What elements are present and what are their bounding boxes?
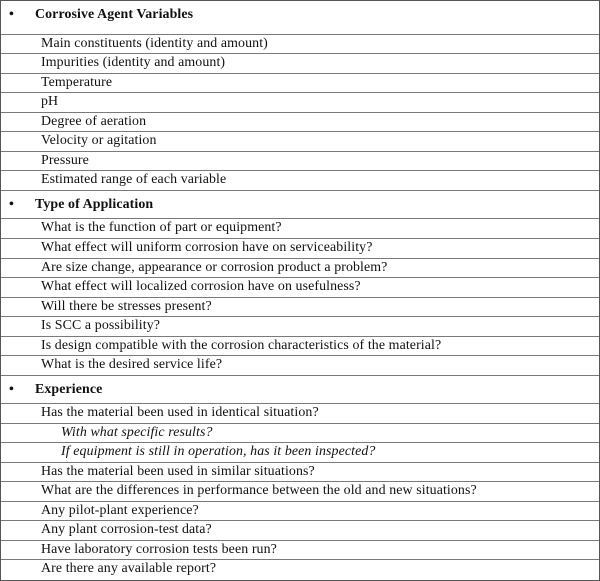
- checklist-item: [1, 540, 599, 559]
- checklist-item: [1, 73, 599, 92]
- checklist-item: [1, 559, 599, 578]
- checklist-item: [1, 316, 599, 335]
- item-text: With what specific results?: [61, 425, 213, 441]
- item-text: What are the differences in performance between the old and new situations?: [41, 483, 477, 499]
- checklist-item: [1, 501, 599, 520]
- checklist-item: [1, 258, 599, 277]
- item-text: Will there be stresses present?: [41, 299, 212, 315]
- checklist-item: [1, 92, 599, 111]
- item-text: Any pilot-plant experience?: [41, 503, 199, 519]
- checklist-item: [1, 53, 599, 72]
- checklist-item: [1, 112, 599, 131]
- item-text: Temperature: [41, 75, 113, 91]
- item-text: Any plant corrosion-test data?: [41, 522, 212, 538]
- item-text: Main constituents (identity and amount): [41, 36, 268, 52]
- item-text: What is the function of part or equipment?: [41, 220, 282, 236]
- item-text: Have laboratory corrosion tests been run?: [41, 542, 277, 558]
- item-text: Are size change, appearance or corrosion product a problem?: [41, 260, 388, 276]
- item-text: Velocity or agitation: [41, 133, 157, 149]
- section-title: Corrosive Agent Variables: [35, 6, 194, 22]
- section-title: Experience: [35, 382, 103, 397]
- bullet-icon: •: [9, 382, 14, 397]
- section-header-experience: [1, 375, 599, 400]
- item-text: What effect will uniform corrosion have on serviceability?: [41, 240, 373, 256]
- item-text: Has the material been used in similar situations?: [41, 464, 315, 480]
- item-text: pH: [41, 94, 59, 110]
- checklist-item: [1, 238, 599, 257]
- section-title: Type of Application: [35, 197, 154, 212]
- checklist-subitem: [1, 423, 599, 442]
- checklist-item: [1, 355, 599, 374]
- checklist-item: [1, 462, 599, 481]
- checklist-item: [1, 131, 599, 150]
- item-text: Are there any available report?: [41, 561, 217, 577]
- item-text: What effect will localized corrosion have on usefulness?: [41, 279, 361, 295]
- checklist-item: [1, 520, 599, 539]
- item-text: Degree of aeration: [41, 114, 147, 130]
- checklist-subitem: [1, 442, 599, 461]
- item-text: If equipment is still in operation, has it been inspected?: [61, 444, 376, 460]
- section-header-type-of-application: [1, 190, 599, 215]
- checklist-item: [1, 218, 599, 237]
- bullet-icon: •: [9, 197, 14, 212]
- item-text: Has the material been used in identical situation?: [41, 405, 319, 421]
- checklist-item: [1, 403, 599, 422]
- item-text: Is design compatible with the corrosion characteristics of the material?: [41, 338, 442, 354]
- item-text: What is the desired service life?: [41, 357, 223, 373]
- checklist-item: [1, 34, 599, 53]
- section-header-corrosive-agent-variables: [1, 5, 599, 24]
- checklist-item: [1, 170, 599, 189]
- checklist-item: [1, 336, 599, 355]
- checklist-item: [1, 297, 599, 316]
- checklist-item: [1, 277, 599, 296]
- checklist-item: [1, 151, 599, 170]
- checklist-item: [1, 481, 599, 500]
- item-text: Is SCC a possibility?: [41, 318, 161, 334]
- item-text: Estimated range of each variable: [41, 172, 227, 188]
- bullet-icon: •: [9, 6, 14, 22]
- item-text: Pressure: [41, 153, 89, 169]
- item-text: Impurities (identity and amount): [41, 55, 226, 71]
